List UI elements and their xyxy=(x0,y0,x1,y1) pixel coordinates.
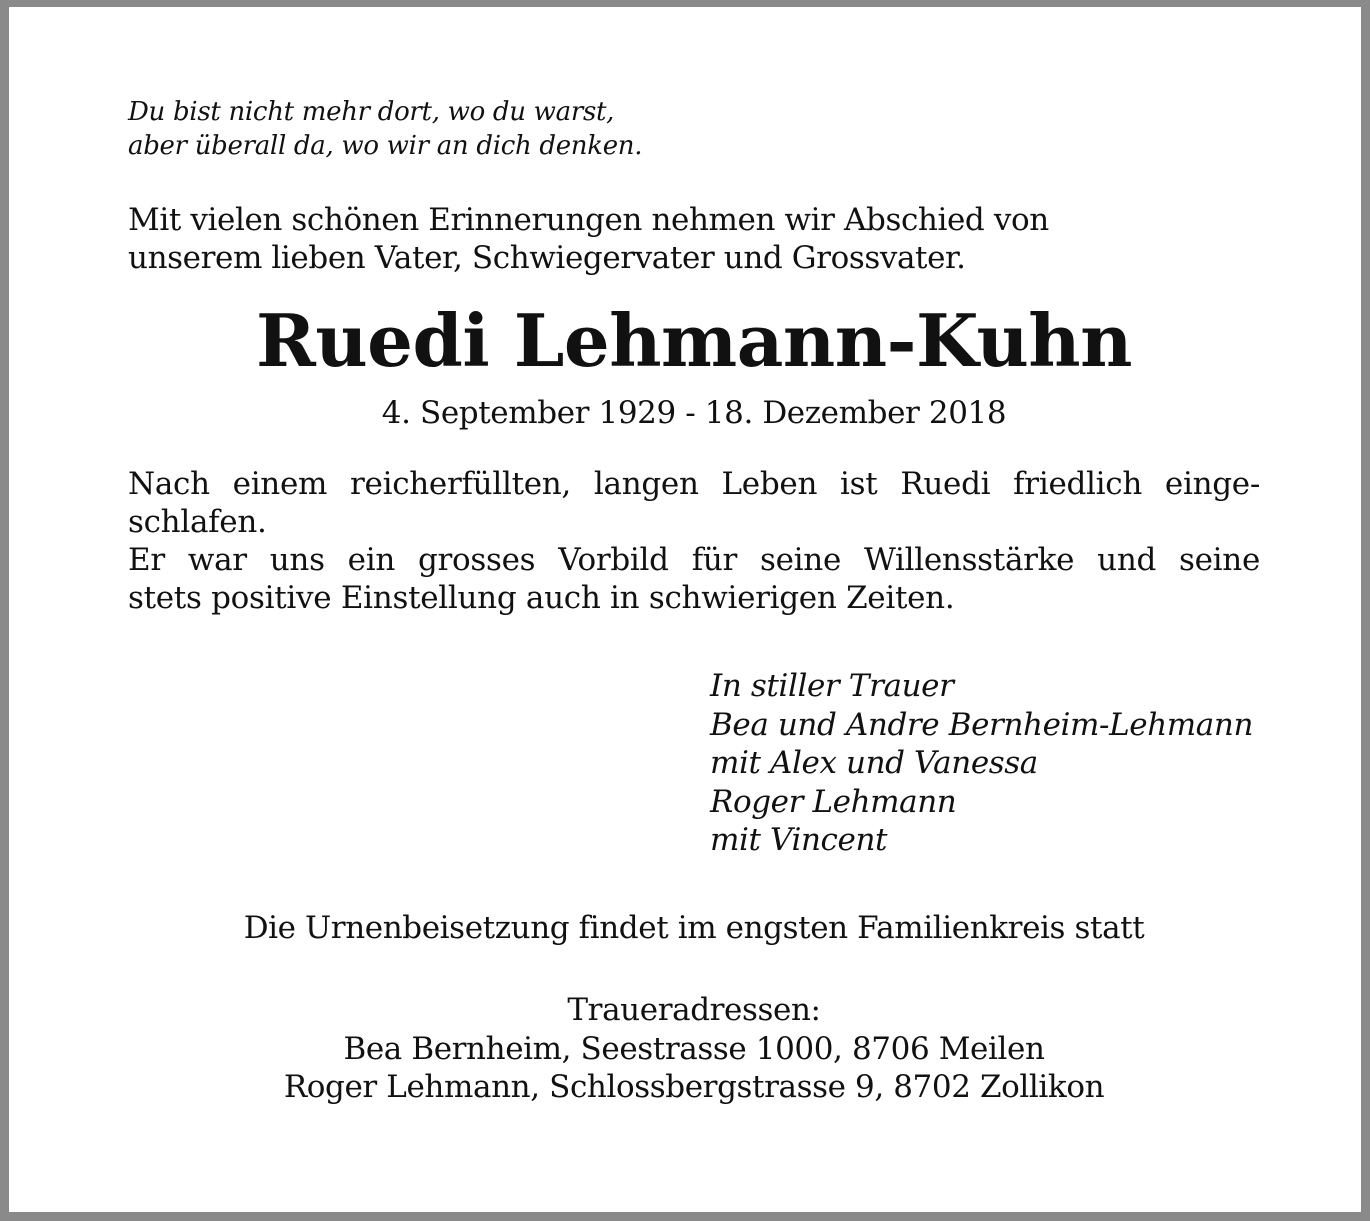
body-text xyxy=(128,465,1260,617)
addresses-heading: Traueradressen: xyxy=(567,992,821,1028)
motto-line-1: Du bist nicht mehr dort, wo du warst, xyxy=(128,97,615,127)
intro-line-1: Mit vielen schönen Erinnerungen nehmen wir Abschied von xyxy=(128,202,1049,238)
mourner-line: Bea und Andre Bernheim-Lehmann xyxy=(710,706,1254,743)
intro-line-2: unserem lieben Vater, Schwiegervater und Grossvater. xyxy=(128,240,966,276)
mourner-line: mit Alex und Vanessa xyxy=(710,745,1038,781)
deceased-name: Ruedi Lehmann-Kuhn xyxy=(256,298,1132,383)
mourner-line: Roger Lehmann xyxy=(710,783,957,820)
address-line: Roger Lehmann, Schlossbergstrasse 9, 8702 Zollikon xyxy=(283,1069,1105,1105)
body-line-3: Er war uns ein grosses Vorbild für seine Willensstärke und seine xyxy=(128,542,1260,578)
life-dates: 4. September 1929 - 18. Dezember 2018 xyxy=(381,395,1007,431)
address-line: Bea Bernheim, Seestrasse 1000, 8706 Meilen xyxy=(343,1030,1045,1067)
motto-quote xyxy=(128,95,1260,163)
mourning-addresses xyxy=(128,991,1260,1107)
body-line-2: schlafen. xyxy=(128,504,267,540)
mourners-list xyxy=(710,667,1270,860)
body-line-1: Nach einem reicherfüllten, langen Leben ist Ruedi friedlich einge- xyxy=(128,466,1260,502)
mourners-heading: In stiller Trauer xyxy=(710,668,954,704)
mourner-line: mit Vincent xyxy=(710,822,888,858)
intro-text xyxy=(128,201,1260,277)
motto-line-2: aber überall da, wo wir an dich denken. xyxy=(128,131,643,161)
body-line-4: stets positive Einstellung auch in schwierigen Zeiten. xyxy=(128,580,955,616)
urn-notice: Die Urnenbeisetzung findet im engsten Familienkreis statt xyxy=(243,910,1145,946)
